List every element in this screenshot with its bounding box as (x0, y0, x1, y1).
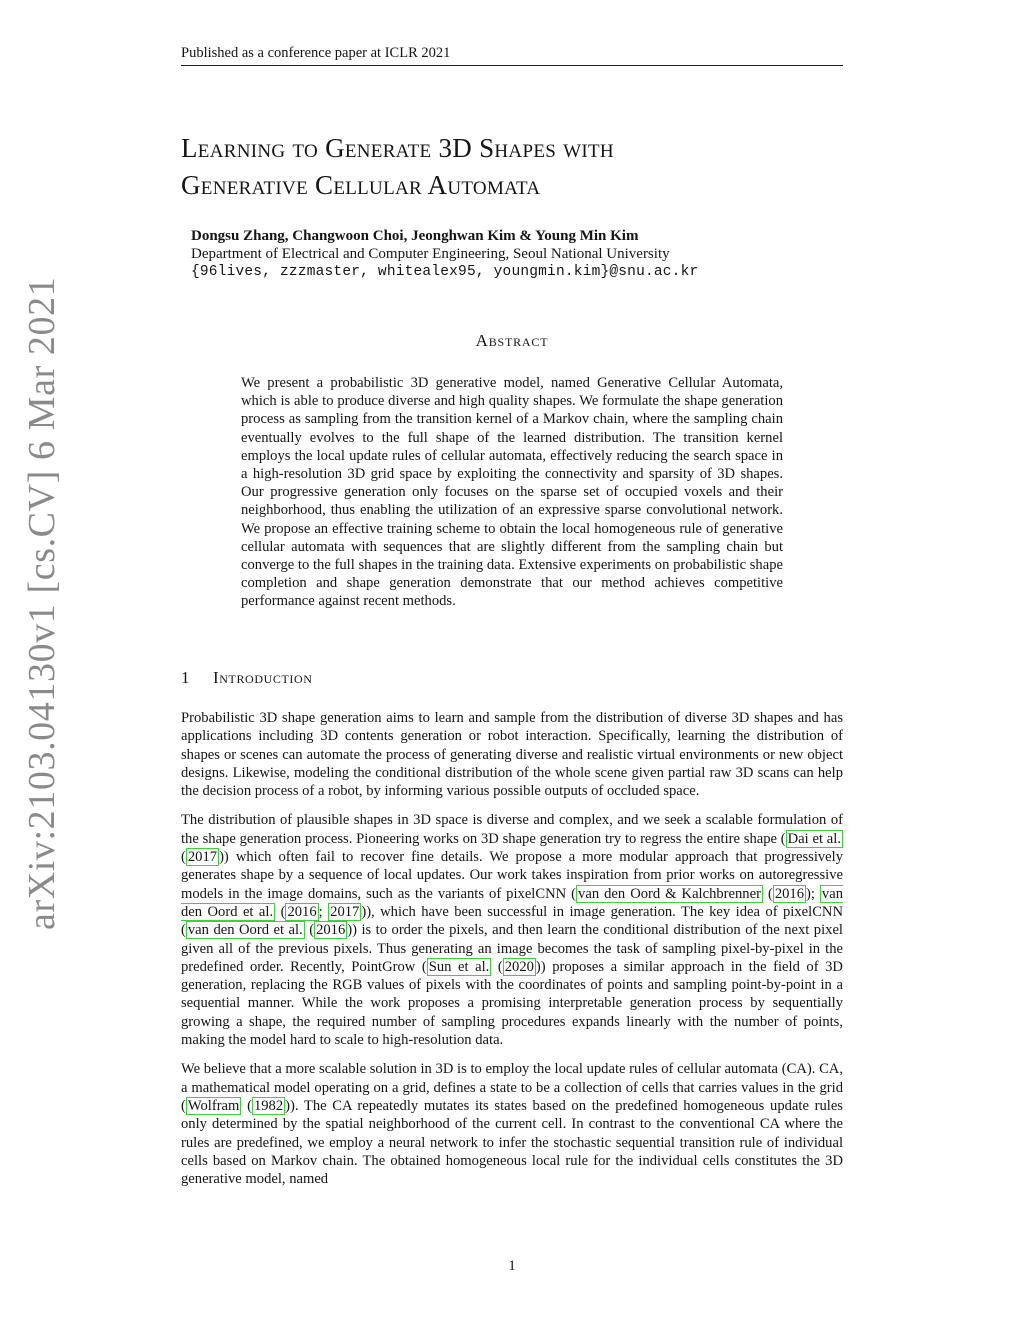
text-run: The distribution of plausible shapes in 3D space is diverse and complex, and we seek a scalable formulation of the shape generation process. Pioneering works on 3D shape generation try to regress the entire shape ( (181, 812, 843, 847)
citation-link[interactable]: Dai et al. (787, 830, 841, 847)
title-line-2: Generative Cellular Automata (181, 170, 541, 200)
section-heading-introduction (181, 668, 581, 688)
author-names: Dongsu Zhang, Changwoon Choi, Jeonghwan Kim & Young Min Kim (191, 228, 639, 244)
header-rule (181, 65, 843, 66)
text-run: )) proposes a similar approach in the field of 3D generation, replacing the RGB values of pixels with the coordinates of points and sampling point-by-point in a sequential manner. While the work proposes a promising interpretable generation process by sequentially growing a shape, the required number of sampling procedures expands linearly with the number of points, making the model hard to scale to high-resolution data. (181, 958, 843, 1049)
citation-link[interactable]: 2016 (287, 903, 317, 920)
citation-link[interactable]: Sun et al. (428, 958, 490, 975)
text-run: )). The CA repeatedly mutates its states based on the predefined homogeneous update rules only determined by the spatial neighborhood of the current cell. In contrast to the conventional CA where the rules are predefined, we employ a neural network to infer the stochastic sequential transition rule of individual cells based on Markov chain. The obtained homogeneous local rule for the individual cells constitutes the 3D generative model, named (181, 1097, 843, 1188)
citation-link[interactable]: 2020 (504, 958, 534, 975)
text-run: ( (762, 885, 773, 902)
section-number: 1 (181, 668, 191, 687)
citation-link[interactable]: Wolfram (187, 1097, 240, 1114)
abstract-heading: Abstract (475, 331, 549, 350)
citation-link[interactable]: 2016 (774, 885, 804, 902)
author-emails: {96lives, zzzmaster, whitealex95, youngmin.kim}@snu.ac.kr (191, 264, 699, 280)
text-run: )) is to order the pixels, and then learn the conditional distribution of the next pixel given all of the previous pixels. Thus generating an image becomes the task of sampling pixel-by-pixel in the predefined order. Recently, PointGrow ( (181, 922, 843, 975)
author-affiliation: Department of Electrical and Computer Engineering, Seoul National University (191, 246, 670, 262)
intro-paragraph-2 (181, 811, 843, 1049)
text-run: )), which have been successful in image generation. The key idea of pixelCNN ( (181, 903, 844, 939)
text-run: )) which often fail to recover fine details. We propose a more modular approach that progressively generates shape by a sequence of local updates. Our work takes inspiration from prior works on autoregressive models in the image domains, such as the variants of pixelCNN ( (181, 849, 843, 902)
citation-link[interactable]: 1982 (253, 1097, 284, 1114)
text-run: ; (318, 903, 329, 920)
citation-link[interactable]: 2017 (187, 849, 218, 866)
introduction-body (181, 709, 843, 1199)
citation-link[interactable]: van den Oord & Kalchbrenner (578, 885, 761, 902)
arxiv-side-stamp: arXiv:2103.04130v1 [cs.CV] 6 Mar 2021 (21, 276, 63, 930)
citation-link[interactable]: van den Oord et al. (181, 885, 843, 920)
intro-paragraph-3 (181, 1060, 843, 1188)
page-number: 1 (508, 1258, 516, 1274)
citation-link[interactable]: 2016 (316, 922, 346, 939)
text-run: ( (491, 958, 503, 975)
text-run: ( (275, 903, 286, 920)
citation-link[interactable]: 2017 (330, 903, 360, 920)
text-run: ); (806, 885, 820, 902)
intro-paragraph-1: Probabilistic 3D shape generation aims to learn and sample from the distribution of diverse 3D shapes and has applications including 3D contents generation or robot interaction. Specifically, learning the distribution of shapes or scenes can automate the process of generating diverse and realistic virtual environments or new object designs. Likewise, modeling the conditional distribution of the whole scene given partial raw 3D scans can help the decision process of a robot, by informing various possible outputs of occluded space. (181, 710, 843, 800)
text-run: ( (181, 849, 186, 866)
text-run: We believe that a more scalable solution in 3D is to employ the local update rules of cellular automata (CA). CA, a mathematical model operating on a grid, defines a state to be a collection of cells that carries values in the grid ( (181, 1061, 843, 1114)
title-line-1: Learning to Generate 3D Shapes with (181, 133, 614, 163)
author-block (191, 227, 831, 281)
text-run: ( (304, 922, 315, 939)
text-run: ( (241, 1097, 252, 1114)
paper-title (181, 130, 861, 204)
citation-link[interactable]: van den Oord et al. (187, 922, 303, 939)
section-title: Introduction (213, 668, 313, 687)
abstract-text: We present a probabilistic 3D generative model, named Generative Cellular Automata, which is able to produce diverse and high quality shapes. We formulate the shape generation process as sampling from the transition kernel of a Markov chain, where the sampling chain eventually evolves to the full shape of the learned distribution. The transition kernel employs the local update rules of cellular automata, effectively reducing the search space in a high-resolution 3D grid space by exploiting the connectivity and sparsity of 3D shapes. Our progressive generation only focuses on the sparse set of occupied voxels and their neighborhood, thus enabling the utilization of an expressive sparse convolutional network. We propose an effective training scheme to obtain the local homogeneous rule of generative cellular automata with sequences that are slightly different from the sampling chain but converge to the full shapes in the training data. Extensive experiments on probabilistic shape completion and shape generation demonstrate that our method achieves competitive performance against recent methods. (241, 375, 783, 610)
running-header: Published as a conference paper at ICLR 2021 (181, 45, 451, 61)
